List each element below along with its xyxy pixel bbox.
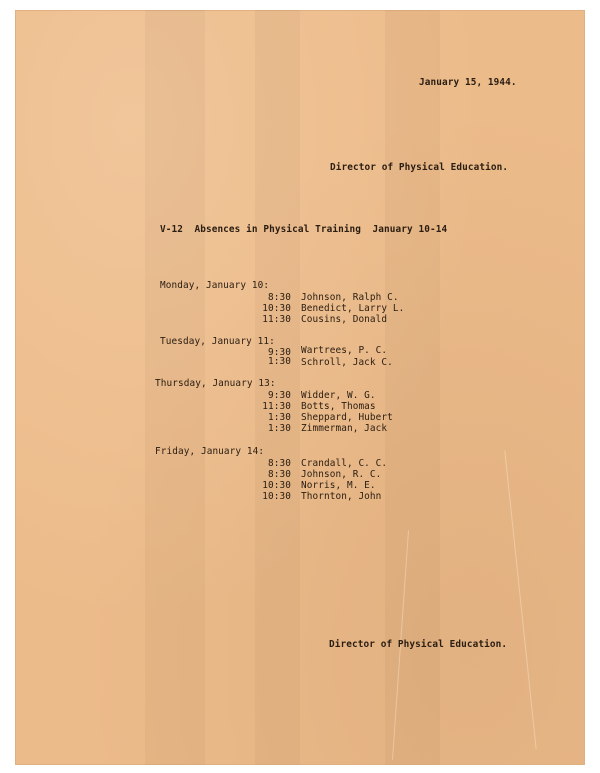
entry-time: 9:30: [268, 347, 291, 358]
entry-name: Botts, Thomas: [301, 401, 376, 412]
entry-name: Crandall, C. C.: [301, 458, 388, 469]
entry-name: Schroll, Jack C.: [301, 357, 393, 368]
entry-time: 10:30: [262, 480, 291, 491]
entry-name: Widder, W. G.: [301, 390, 376, 401]
entry-time: 1:30: [268, 412, 291, 423]
entry-name: Johnson, R. C.: [301, 469, 382, 480]
signature-line: Director of Physical Education.: [329, 639, 508, 650]
recipient: Director of Physical Education.: [330, 162, 509, 173]
paper-stripe: [385, 10, 440, 765]
entry-time: 10:30: [262, 303, 291, 314]
document-page: [15, 10, 585, 765]
letter-date: January 15, 1944.: [419, 77, 517, 88]
entry-time: 1:30: [268, 423, 291, 434]
subject-line: V-12 Absences in Physical Training January 10-14: [160, 224, 448, 235]
entry-time: 11:30: [262, 314, 291, 325]
entry-name: Cousins, Donald: [301, 314, 388, 325]
entry-time: 8:30: [268, 469, 291, 480]
entry-time: 1:30: [268, 356, 291, 367]
entry-time: 8:30: [268, 458, 291, 469]
day-heading: Monday, January 10:: [160, 280, 270, 291]
entry-name: Sheppard, Hubert: [301, 412, 393, 423]
entry-name: Thornton, John: [301, 491, 382, 502]
day-heading: Friday, January 14:: [155, 446, 265, 457]
paper-crease: [504, 451, 536, 749]
entry-time: 10:30: [262, 491, 291, 502]
entry-time: 8:30: [268, 292, 291, 303]
entry-name: Benedict, Larry L.: [301, 303, 405, 314]
entry-time: 11:30: [262, 401, 291, 412]
day-heading: Thursday, January 13:: [155, 378, 276, 389]
day-heading: Tuesday, January 11:: [160, 336, 275, 347]
entry-name: Norris, M. E.: [301, 480, 376, 491]
entry-name: Wartrees, P. C.: [301, 345, 388, 356]
entry-name: Johnson, Ralph C.: [301, 292, 399, 303]
entry-time: 9:30: [268, 390, 291, 401]
entry-name: Zimmerman, Jack: [301, 423, 388, 434]
